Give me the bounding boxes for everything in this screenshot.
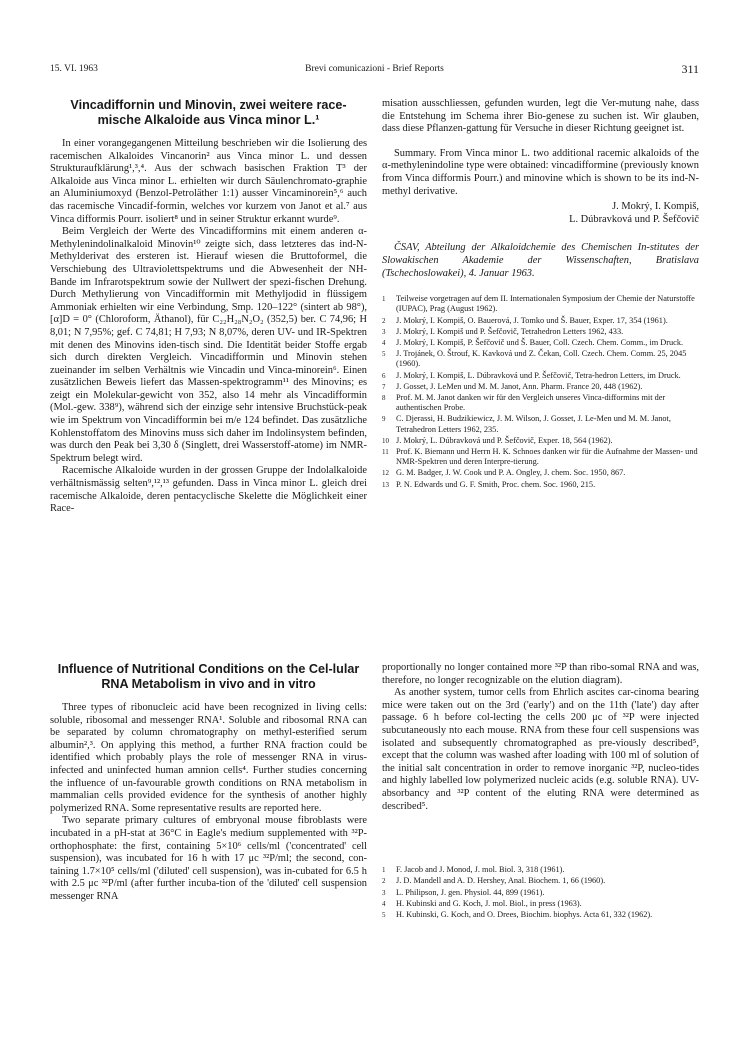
authors-line: L. Dúbravková und P. Šefčovič: [569, 213, 699, 225]
reference-item: 13 P. N. Edwards und G. F. Smith, Proc. chem. Soc. 1960, 215.: [382, 479, 596, 489]
article2-title: Influence of Nutritional Conditions on the Cel-lular RNA Metabolism in vivo and in vitro: [57, 662, 360, 691]
article1-continuation: misation ausschliessen, gefunden wurden, legt die Ver-mutung nahe, dass die Entstehung im Schema ihrer Bio-genese zu suchen ist. Wir glauben, dass diese Pflanzen-gattung für Versuche in dieser Richtung geeignet ist.: [382, 98, 699, 135]
reference-item: 5 H. Kubinski, G. Koch, and O. Drees, Biochim. biophys. Acta 61, 332 (1962).: [382, 909, 653, 919]
reference-item: 1 Teilweise vorgetragen auf dem II. Internationalen Symposium der Chemie der Naturstoffe (IUPAC), Prag (August 1962).: [382, 294, 695, 314]
article1-summary: Summary. From Vinca minor L. two additional racemic alkaloids of the α-methylenindoline type were obtained: vincadifformine (previously known from Vinca difformis Pourr.) and minovine which is shown to be its ind-N-methyl derivative.: [382, 147, 699, 197]
article2-paragraph: Two separate primary cultures of embryonal mouse fibroblasts were incubated in a pH-stat at 36°C in Eagle's medium supplemented with ³²P-orthophosphate: the first, containing 5×10⁶ cells/ml ('concentrated' cell suspension), was incubated for 16 h with 17 μc ³²P/ml; the second, con-taining 1.7×10⁵ cells/ml ('diluted' cell suspension), was in-cubated for 6.5 h with 2.5 μc ³²P/ml (after further incuba-tion of the 'diluted' cell suspension messenger RNA: [50, 815, 367, 902]
article1-paragraph: Racemische Alkaloide wurden in der grossen Gruppe der Indolalkaloide verhältnismässig selten⁹,¹²,¹³ gefunden. Dass in Vinca minor L. gleich drei racemische Alkaloide, deren pentacyclische Skelette die Möglichkeit einer Race-: [50, 465, 367, 515]
page-number: 311: [681, 62, 699, 76]
article1-left-column: [50, 98, 367, 516]
reference-item: 7 J. Gosset, J. LeMen und M. M. Janot, Ann. Pharm. France 20, 448 (1962).: [382, 381, 643, 391]
header-date: 15. VI. 1963: [50, 64, 98, 74]
reference-item: 5 J. Trojánek, O. Štrouf, K. Kavková und Z. Čekan, Coll. Czech. Chem. Comm. 25, 2045 (1960).: [382, 349, 687, 369]
reference-item: 9 C. Djerassi, H. Budzikiewicz, J. M. Wilson, J. Gosset, J. Le-Men und M. M. Janot, Tetrahedron Letters 1962, 235.: [382, 414, 671, 434]
article2-right-column: [382, 662, 699, 921]
article1-paragraph: In einer vorangegangenen Mitteilung beschrieben wir die Isolierung des racemischen Alkaloides Vincanorin² aus Vinca minor L. und dessen Strukturaufklärung¹,³,⁴. Aus der schwach basischen Fraktion T³ der Alkaloide aus Vinca minor L. erhielten wir durch Säulenchromato-graphie an Aluminiumoxyd (Benzol-Petroläther 1:1) ausser Vincaminorein⁵,⁶ auch das racemische Vincadif-formin, welches vor kurzem von Janot et al.⁷ aus Vinca difformis Pourr. isoliert⁸ und in seiner Struktur erkannt wurde⁹.: [50, 138, 367, 225]
article1-authors: [382, 201, 699, 226]
article1-references: [382, 294, 699, 490]
reference-item: 1 F. Jacob and J. Monod, J. mol. Biol. 3, 318 (1961).: [382, 865, 565, 875]
reference-item: 11 Prof. K. Biemann und Herrn H. K. Schnoes danken wir für die Aufnahme der Massen- und NMR-Spektren und deren Interpre-tierung.: [382, 446, 698, 467]
header-section: Brevi comunicazioni - Brief Reports: [305, 64, 444, 74]
reference-item: 8 Prof. M. M. Janot danken wir für den Vergleich unseres Vinca-difformins mit der authentischen Probe.: [382, 392, 666, 413]
reference-item: 2 J. D. Mandell and A. D. Hershey, Anal. Biochem. 1, 66 (1960).: [382, 876, 606, 886]
reference-item: 4 H. Kubinski and G. Koch, J. mol. Biol., in press (1963).: [382, 898, 582, 908]
article1-title: Vincadiffornin und Minovin, zwei weitere race-mische Alkaloide aus Vinca minor L.¹: [70, 98, 347, 127]
article2-paragraph: Three types of ribonucleic acid have been recognized in living cells: soluble, ribosomal and messenger RNA¹. Soluble and ribosomal RNA can be separated by column chromatography on methyl-esterified serum albumin²,³. On applying this method, a further RNA fraction could be identified which probably plays the role of messenger RNA in virus-infected and uninfected human amnion cells⁴. Further studies concerning the influence of un-favourable growth conditions on RNA metabolism in mammalian cells provided evidence for the synthesis of another highly polymerized RNA. Some representative results are reported here.: [50, 702, 367, 814]
reference-item: 10 J. Mokrý, L. Dúbravková und P. Šefčovič, Exper. 18, 564 (1962).: [382, 435, 613, 445]
article2-left-column: [50, 662, 367, 904]
running-header: [50, 64, 699, 78]
article2-paragraph: As another system, tumor cells from Ehrlich ascites car-cinoma bearing mice were taken out on the 3rd ('early') and on the 11th ('late') day after passage. 6 h before col-lecting the cells 200 μc of ³²P were injected subcutaneously nto each mouse. RNA from these four cell suspensions was isolated and subsequently chromatographed as pre-viously described⁵, except that the column was washed after loading with 100 ml of solution of the initial salt concentration in order to remove inorganic ³²P, nucleo-tides and highly labelled low polymerized nucleic acids (e.g. soluble RNA). UV-absorbancy and ³²P content of the eluting RNA were determined as described⁵.: [382, 687, 699, 812]
reference-item: 6 J. Mokrý, I. Kompiš, L. Dúbravková und P. Šefčovič, Tetra-hedron Letters, im Druck.: [382, 370, 681, 380]
reference-item: 2 J. Mokrý, I. Kompiš, O. Bauerová, J. Tomko und Š. Bauer, Exper. 17, 354 (1961).: [382, 315, 668, 325]
article1-affiliation: ČSAV, Abteilung der Alkaloidchemie des Chemischen In-stitutes der Slowakischen Akademie der Wissenschaften, Bratislava (Tschechoslowakei), 4. Januar 1963.: [382, 242, 699, 279]
article2-paragraph: proportionally no longer contained more ³²P than ribo-somal RNA and was, therefore, no longer recognizable on the elution diagram).: [382, 662, 699, 686]
authors-line: J. Mokrý, I. Kompiš,: [612, 201, 699, 213]
article1-right-column: [382, 98, 699, 491]
reference-item: 12 G. M. Badger, J. W. Cook und P. A. Ongley, J. chem. Soc. 1950, 867.: [382, 468, 626, 478]
article1-paragraph: Beim Vergleich der Werte des Vincadifformins mit einem anderen α-Methylenindolinalkaloid Minovin¹⁰ zeigte sich, dass letzteres das ind-N-Methylderivat des ersteren ist. Hierauf wiesen die Bruttoformel, die Verschiebung des Ultraviolettspektrums und die Abwesenheit der NH-Bande im Infrarotspektrum sowie der Nullwert der spezi-fischen Drehung. Durch Methylierung von Vincadifformin mit Methyljodid in flüssigem Ammoniak erhielten wir eine Verbindung, Smp. 120–122° (sintert ab 98°), [α]D = 0° (Chloroform, Äthanol), für C₂₂H₂₈N₂O₂ (352,5) ber. C 74,96; H 8,01; N 7,95%; gef. C 74,81; H 7,93; N 8,07%, deren UV- und IR-Spektren mit denen des Minovins iden-tisch sind. Die Identität beider Stoffe ergab sich durch direkten Vergleich. Vincadifformin und Minovin stehen zueinander im selben Verhältnis wie Vincadin und Vinca-minorein⁶. Einen zusätzlichen Beweis liefert das Massen-spektrogramm¹¹ des Minovins; es zeigt ein Molekular-gewicht von 352, also 14 mehr als Vincadifformin (Mol.-gew. 338⁹), während sich der einzige sehr intensive Bruchstück-peak wie im Spektrum von Vincadifformin bei m/e 124 befindet. Das zusätzliche Kohlenstoffatom des Minovins muss sich daher im Indolinsystem befinden, was durch den Peak bei 3,30 δ (Singlett, drei Wasserstoff-atome) im NMR-Spektrum belegt wird.: [50, 226, 367, 464]
article2-references: [382, 865, 699, 920]
reference-item: 4 J. Mokrý, I. Kompiš, P. Šefčovič und Š. Bauer, Coll. Czech. Chem. Comm., im Druck.: [382, 337, 684, 347]
reference-item: 3 J. Mokrý, I. Kompiš und P. Šefčovič, Tetrahedron Letters 1962, 433.: [382, 326, 624, 336]
reference-item: 3 L. Philipson, J. gen. Physiol. 44, 899 (1961).: [382, 887, 545, 897]
